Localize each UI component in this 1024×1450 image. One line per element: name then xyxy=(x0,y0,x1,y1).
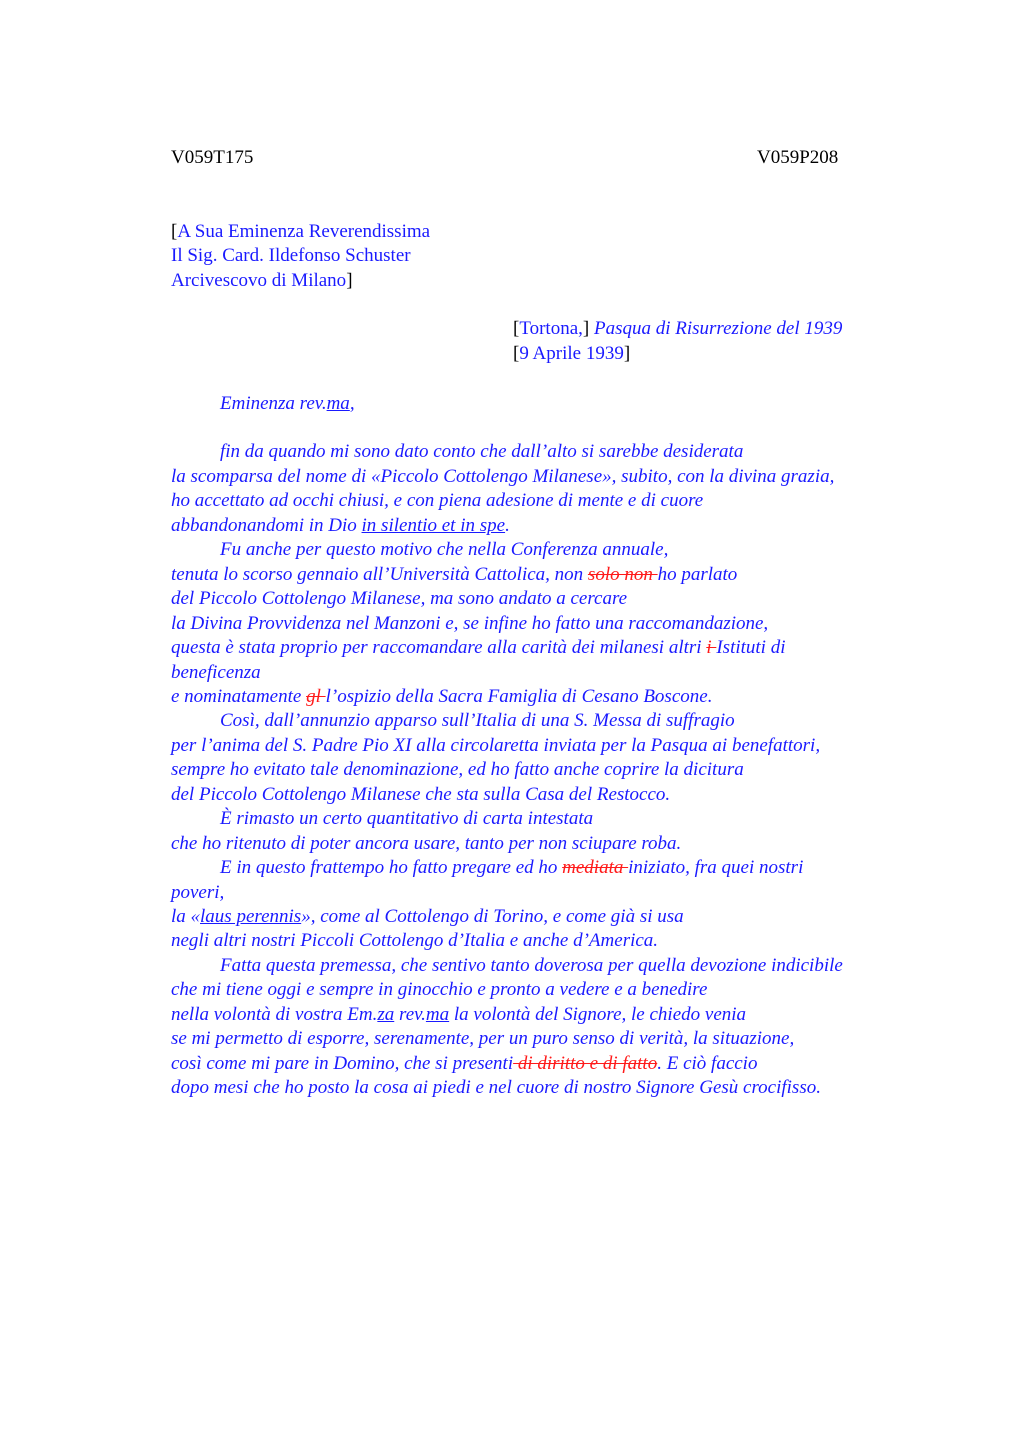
address-line-1: [A Sua Eminenza Reverendissima xyxy=(171,221,431,242)
body-line: tenuta lo scorso gennaio all’Università Cattolica, non solo non ho parlato xyxy=(171,564,738,585)
body-line: negli altri nostri Piccoli Cottolengo d’Italia e anche d’America. xyxy=(171,930,659,951)
body-line: che ho ritenuto di poter ancora usare, tanto per non sciupare roba. xyxy=(171,833,682,854)
body-line: abbandonandomi in Dio in silentio et in spe. xyxy=(171,515,510,536)
body-line: Così, dall’annunzio apparso sull’Italia di una S. Messa di suffragio xyxy=(220,710,735,731)
body-line: È rimasto un certo quantitativo di carta intestata xyxy=(220,808,594,829)
body-line: Fu anche per questo motivo che nella Conferenza annuale, xyxy=(220,539,669,560)
body-line: ho accettato ad occhi chiusi, e con piena adesione di mente e di cuore xyxy=(171,490,704,511)
body-line: sempre ho evitato tale denominazione, ed ho fatto anche coprire la dicitura xyxy=(171,759,744,780)
body-line: del Piccolo Cottolengo Milanese, ma sono andato a cercare xyxy=(171,588,628,609)
deleted-text: di diritto e di fatto xyxy=(513,1053,658,1074)
body-line: la «laus perennis», come al Cottolengo di Torino, e come già si usa xyxy=(171,906,684,927)
document-code-left: V059T175 xyxy=(171,147,254,168)
document-code-right: V059P208 xyxy=(757,147,839,168)
address-line-2: Il Sig. Card. Ildefonso Schuster xyxy=(171,245,411,266)
body-line: così come mi pare in Domino, che si presenti di diritto e di fatto. E ciò faccio xyxy=(171,1053,758,1074)
body-line: beneficenza xyxy=(171,662,261,683)
body-line: E in questo frattempo ho fatto pregare ed ho mediata iniziato, fra quei nostri xyxy=(220,857,804,878)
deleted-text: mediata xyxy=(562,857,629,878)
body-line: del Piccolo Cottolengo Milanese che sta sulla Casa del Restocco. xyxy=(171,784,671,805)
body-line: la scomparsa del nome di «Piccolo Cottolengo Milanese», subito, con la divina grazia, xyxy=(171,466,835,487)
body-line: la Divina Provvidenza nel Manzoni e, se infine ho fatto una raccomandazione, xyxy=(171,613,769,634)
deleted-text: solo non xyxy=(587,564,658,585)
body-line: dopo mesi che ho posto la cosa ai piedi e nel cuore di nostro Signore Gesù crocifisso. xyxy=(171,1077,821,1098)
body-line: che mi tiene oggi e sempre in ginocchio e pronto a vedere e a benedire xyxy=(171,979,708,1000)
dateline-bracketed-date: [9 Aprile 1939] xyxy=(513,343,631,364)
body-line: fin da quando mi sono dato conto che dall’alto si sarebbe desiderata xyxy=(220,441,744,462)
body-line: se mi permetto di esporre, serenamente, per un puro senso di verità, la situazione, xyxy=(171,1028,795,1049)
body-line: e nominatamente gl l’ospizio della Sacra Famiglia di Cesano Boscone. xyxy=(171,686,713,707)
body-line: poveri, xyxy=(171,882,225,903)
salutation: Eminenza rev.ma, xyxy=(220,393,355,414)
address-line-3: Arcivescovo di Milano] xyxy=(171,270,353,291)
body-line: questa è stata proprio per raccomandare alla carità dei milanesi altri i Istituti di xyxy=(171,637,786,658)
deleted-text: i xyxy=(706,637,717,658)
body-line: nella volontà di vostra Em.za rev.ma la volontà del Signore, le chiedo venia xyxy=(171,1004,747,1025)
deleted-text: gl xyxy=(306,686,326,707)
dateline-place-date: [Tortona,] Pasqua di Risurrezione del 1939 xyxy=(513,318,843,339)
body-line: per l’anima del S. Padre Pio XI alla circolaretta inviata per la Pasqua ai benefattori, xyxy=(171,735,821,756)
body-line: Fatta questa premessa, che sentivo tanto doverosa per quella devozione indicibile xyxy=(220,955,843,976)
